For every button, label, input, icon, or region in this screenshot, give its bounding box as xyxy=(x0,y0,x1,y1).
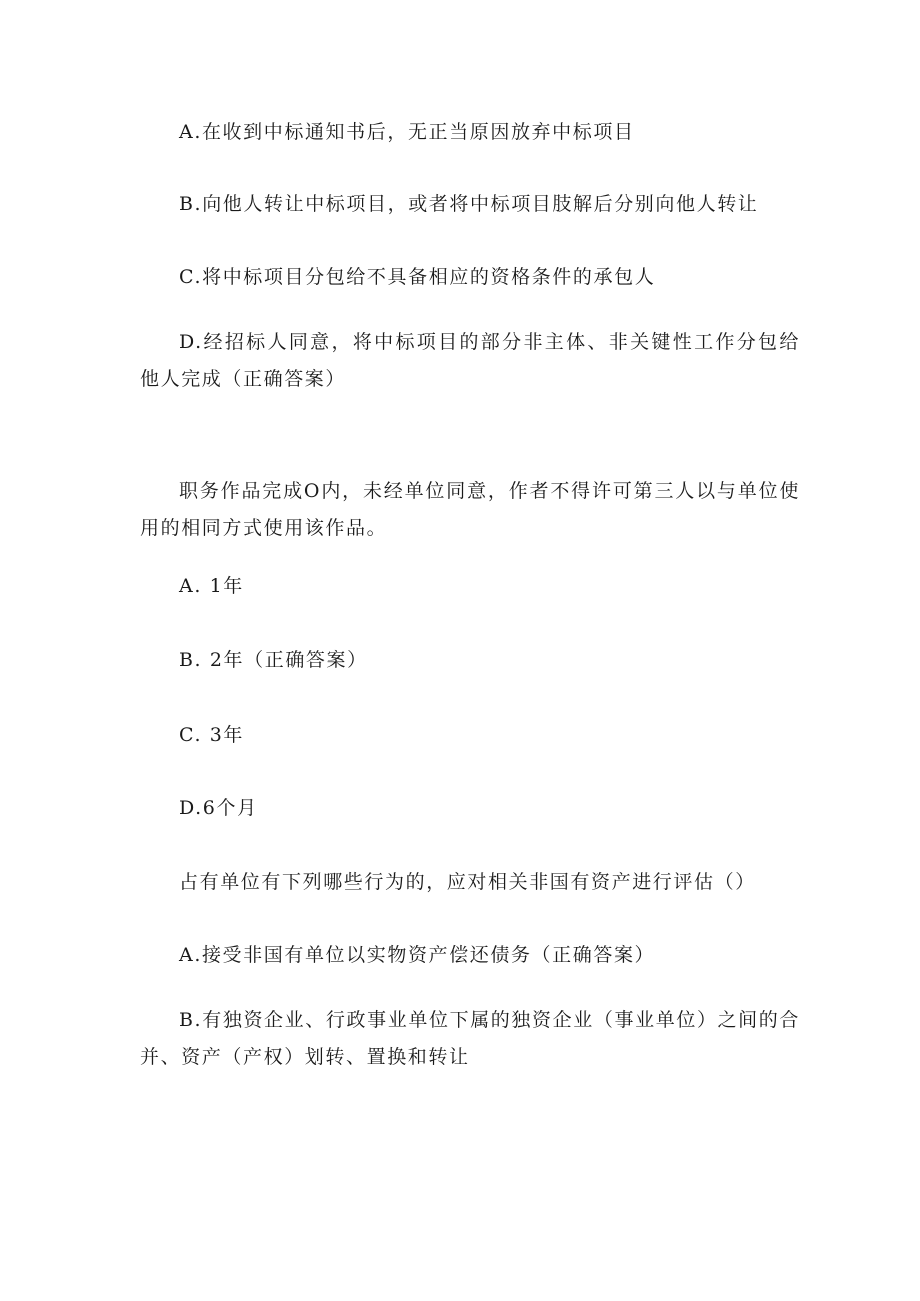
q1-option-c: C.将中标项目分包给不具备相应的资格条件的承包人 xyxy=(179,266,656,288)
q3-stem: 占有单位有下列哪些行为的，应对相关非国有资产进行评估（） xyxy=(179,871,756,893)
q1-option-d: D.经招标人同意，将中标项目的部分非主体、非关键性工作分包给他人完成（正确答案） xyxy=(140,331,800,390)
q3-option-b: B.有独资企业、行政事业单位下属的独资企业（事业单位）之间的合并、资产（产权）划转、置换和转让 xyxy=(140,1009,800,1068)
q2-option-d: D.6个月 xyxy=(179,797,258,819)
q2-option-c: C. 3年 xyxy=(179,724,245,746)
q2-stem: 职务作品完成O内，未经单位同意，作者不得许可第三人以与单位使用的相同方式使用该作品。 xyxy=(140,480,800,539)
q2-option-b: B. 2年（正确答案） xyxy=(179,649,368,671)
q3-option-a: A.接受非国有单位以实物资产偿还债务（正确答案） xyxy=(179,944,656,966)
q2-option-a: A. 1年 xyxy=(179,575,244,597)
q1-option-a: A.在收到中标通知书后，无正当原因放弃中标项目 xyxy=(179,121,635,143)
q1-option-b: B.向他人转让中标项目，或者将中标项目肢解后分别向他人转让 xyxy=(179,193,759,215)
